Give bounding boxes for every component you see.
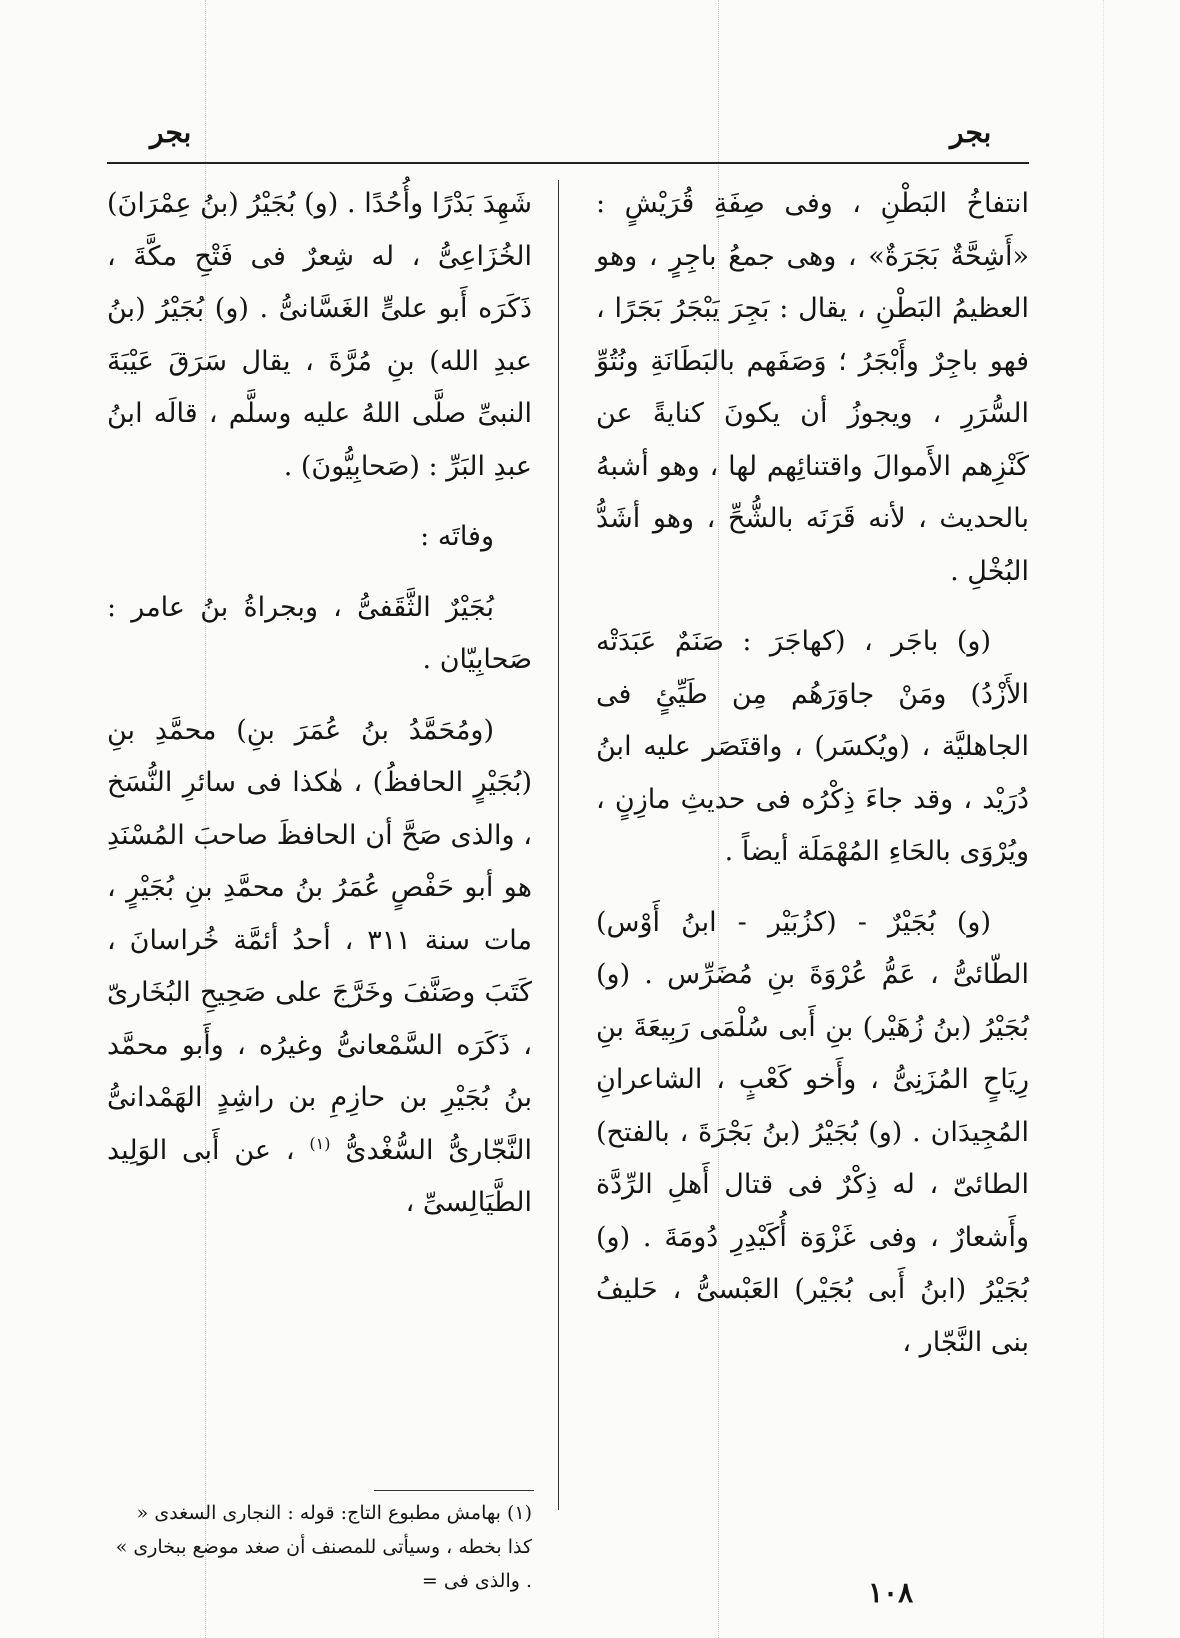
- footnote: (١) بهامش مطبوع التاج: قوله : النجارى السغدى « كذا بخطه ، وسيأتى للمصنف أن صغد موضع ببخارى » . والذى فى =: [115, 1502, 532, 1592]
- right-column: [596, 178, 1029, 1369]
- running-header-right: بجر: [950, 116, 992, 149]
- page-number: ١٠٨: [868, 1576, 914, 1609]
- paragraph-text: ، عن أَبى الوَلِيد الطَّيَالِسىِّ ،: [107, 1134, 532, 1218]
- paragraph: بُجَيْرٌ الثَّقَفىُّ ، وبجراةُ بنُ عامر : صَحابِيّان .: [107, 591, 532, 675]
- paragraph: (و) بُجَيْرٌ - (كزُبَيْر - ابنُ أَوْس) الطّائىُّ ، عَمُّ عُرْوَةَ بنِ مُضَرِّس . (و) بُجَيْرُ (بنُ زُهَيْر) بنِ أَبى سُلْمَى رَبِيعَةَ بنِ رِيَاحٍ المُزَنِىُّ ، وأَخو كَعْبٍ ، الشاعرانِ المُجِيدَان . (و) بُجَيْرُ (بنُ بَجْرَةَ ، بالفتح) الطائىّ ، له ذِكْرٌ فى قتال أَهلِ الرِّدَّة وأَشعارٌ ، وفى غَزْوَة أُكَيْدِرِ دُومَةَ . (و) بُجَيْرُ (ابنُ أَبى بُجَيْر) العَبْسىُّ ، حَليفُ بنى النَّجّار ،: [596, 906, 1029, 1358]
- paragraph: انتفاخُ البَطْنِ ، وفى صِفَةِ قُرَيْشٍ : «أَشِحَّةٌ بَجَرَةٌ» ، وهى جمعُ باجِرٍ ، وهو العظيمُ البَطْنِ ، يقال : بَجِرَ يَبْجَرُ بَجَرًا ، فهو باجِرٌ وأَبْجَرُ ؛ وَصَفَهم بالبَطَانَةِ ونُتُوِّ السُّرَرِ ، ويجوزُ أن يكونَ كنايةً عن كَنْزِهم الأَموالَ واقتنائِهم لها ، وهو أشبهُ بالحديث ، لأنه قَرَنَه بالشُّحِّ ، وهو أشَدُّ البُخْلِ .: [596, 188, 1029, 587]
- paragraph: [107, 705, 532, 1230]
- scan-guide-line: [1103, 0, 1104, 1638]
- running-header-left: بجر: [150, 116, 192, 149]
- footnote-rule: [374, 1490, 534, 1491]
- paragraph: وفاتَه :: [420, 521, 494, 552]
- paragraph: (و) باجَر ، (كهاجَرَ : صَنَمٌ عَبَدَتْه الأَزْدُ) ومَنْ جاوَرَهُم مِن طَيِّئٍ فى الجاهليَّة ، (ويُكسَر) ، واقتَصَر عليه ابنُ دُرَيْد ، وقد جاءَ ذِكْرُه فى حديثِ مازِنٍ ، ويُرْوَى بالحَاءِ المُهْمَلَة أيضاً .: [596, 626, 1029, 867]
- paragraph-text: (ومُحَمَّدُ بنُ عُمَرَ بنِ) محمَّدِ بنِ (بُجَيْرٍ الحافظُ) ، هٰكذا فى سائرِ النُّسَخ ، والذى صَحَّ أن الحافظَ صاحبَ المُسْنَدِ هو أبو حَفْصٍ عُمَرُ بنُ محمَّدِ بنِ بُجَيْرٍ ، مات سنة ٣١١ ، أحدُ أئمَّة خُراسانَ ، كَتَبَ وصَنَّفَ وخَرَّجَ على صَحِيحِ البُخَارىّ ، ذَكَرَه السَّمْعانىُّ وغيرُه ، وأَبو محمَّد بنُ بُجَيْرِ بن حازِمِ بن راشِدٍ الهَمْدانىُّ النَّجّارىُّ السُّغْدىُّ: [107, 714, 532, 1166]
- paragraph: شَهِدَ بَدْرًا وأُحُدًا . (و) بُجَيْرُ (بنُ عِمْرَانَ) الخُزَاعِىُّ ، له شِعرٌ فى فَتْحِ مكَّةَ ، ذَكَرَه أَبو علىٍّ الغَسَّانىُّ . (و) بُجَيْرُ (بنُ عبدِ الله) بنِ مُرَّةَ ، يقال سَرَقَ عَيْبَةَ النبىِّ صلَّى اللهُ عليه وسلَّم ، قالَه ابنُ عبدِ البَرِّ : (صَحابِيُّونَ) .: [107, 188, 532, 482]
- column-divider: [558, 180, 559, 1510]
- left-column: [107, 178, 532, 1230]
- header-rule: [107, 162, 1029, 164]
- footnote-marker[interactable]: (١): [309, 1133, 331, 1153]
